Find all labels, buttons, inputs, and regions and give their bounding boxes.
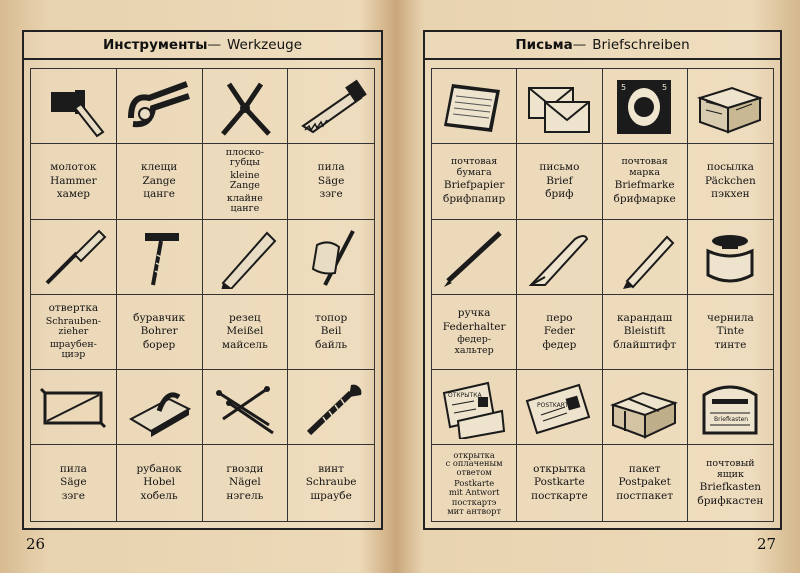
- vocab-text: [288, 144, 374, 219]
- vocab-text: [31, 295, 116, 370]
- transliteration: брифкастен: [697, 494, 764, 507]
- left-vocab-grid: [30, 68, 375, 522]
- parcel-icon: [694, 74, 766, 138]
- vocab-cell: [603, 370, 688, 521]
- illustration: [203, 220, 288, 295]
- vocab-cell: [517, 220, 602, 371]
- german-word: Hammer: [50, 174, 97, 187]
- postcard-icon: [523, 375, 595, 439]
- russian-word: карандаш: [616, 311, 673, 324]
- vocab-text: [603, 295, 687, 370]
- title-separator: —: [572, 37, 587, 53]
- transliteration: майсель: [221, 338, 268, 351]
- vocab-text: [517, 144, 601, 219]
- russian-word: перо: [546, 311, 573, 324]
- transliteration: шраубе: [310, 489, 352, 502]
- illustration: [203, 69, 288, 144]
- illustration: [517, 220, 601, 295]
- chisel-icon: [209, 225, 281, 289]
- vocab-cell: [31, 220, 117, 371]
- vocab-text: [432, 295, 516, 370]
- german-word: Päckchen: [705, 174, 756, 187]
- title-german: Werkzeuge: [226, 37, 303, 53]
- illustration: [432, 69, 516, 144]
- german-word: Postkarte: [534, 476, 585, 489]
- left-page: [22, 30, 383, 530]
- transliteration: брифмарке: [613, 192, 676, 205]
- package-icon: [609, 375, 681, 439]
- vocab-text: [688, 445, 773, 521]
- vocab-text: [31, 445, 116, 521]
- russian-word: отвертка: [48, 302, 99, 315]
- nails-icon: [209, 375, 281, 439]
- left-page-number: 26: [26, 535, 46, 553]
- german-word: Briefkasten: [699, 481, 762, 494]
- writing-paper-icon: [438, 74, 510, 138]
- nib-icon: [523, 225, 595, 289]
- russian-word: открытка: [533, 462, 586, 475]
- transliteration: зэге: [319, 188, 343, 201]
- russian-word: почтовый ящик: [706, 458, 755, 480]
- german-word: Briefmarke: [614, 179, 675, 192]
- vocab-cell: [432, 220, 517, 371]
- vocab-text: [688, 144, 773, 219]
- illustration: [432, 370, 516, 445]
- illustration: [288, 220, 374, 295]
- envelope-icon: [523, 74, 595, 138]
- vocab-text: [688, 295, 773, 370]
- transliteration: блайштифт: [613, 338, 677, 351]
- russian-word: пила: [59, 462, 87, 475]
- saw-icon: [295, 74, 367, 138]
- german-word: Schraube: [305, 476, 357, 489]
- russian-word: ручка: [457, 307, 491, 319]
- vocab-cell: [517, 69, 602, 220]
- illustration: [288, 69, 374, 144]
- transliteration: посткартэ мит антворт: [447, 497, 502, 516]
- frame-saw-icon: [37, 375, 109, 439]
- russian-word: чернила: [706, 311, 754, 324]
- german-word: Nägel: [229, 476, 261, 489]
- vocab-text: [203, 295, 288, 370]
- vocab-cell: [603, 69, 688, 220]
- transliteration: шраубен- циэр: [49, 338, 97, 361]
- vocab-cell: [31, 69, 117, 220]
- right-vocab-grid: [431, 68, 774, 522]
- screwdriver-icon: [37, 225, 109, 289]
- vocab-cell: [31, 370, 117, 521]
- vocab-cell: [432, 69, 517, 220]
- transliteration: постпакет: [616, 489, 674, 502]
- card-label: ОТКРЫТКА: [448, 392, 482, 400]
- reply-postcard-icon: [438, 375, 510, 439]
- vocab-text: [203, 445, 288, 521]
- vocab-text: [117, 295, 202, 370]
- transliteration: байль: [315, 338, 348, 351]
- german-word: Säge: [60, 476, 87, 489]
- russian-word: письмо: [539, 161, 580, 173]
- right-page: [423, 30, 782, 530]
- svg-text:5: 5: [620, 83, 626, 92]
- transliteration: федер- хальтер: [454, 334, 494, 356]
- vocab-text: [517, 295, 601, 370]
- illustration: [517, 370, 601, 445]
- pliers-icon: [209, 74, 281, 138]
- vocab-cell: [688, 69, 773, 220]
- russian-word: гвозди: [226, 462, 264, 475]
- svg-text:5: 5: [661, 83, 667, 92]
- russian-word: рубанок: [136, 462, 182, 475]
- stamp-icon: [609, 74, 681, 138]
- german-word: Beil: [320, 325, 342, 338]
- russian-word: посылка: [706, 161, 754, 173]
- russian-word: пила: [317, 161, 345, 173]
- card-label: POSTKARTE: [537, 402, 573, 410]
- illustration: [603, 69, 687, 144]
- vocab-text: [31, 144, 116, 219]
- russian-word: почтовая бумага: [450, 156, 498, 178]
- vocab-cell: [203, 220, 289, 371]
- german-word: Postpaket: [618, 476, 671, 489]
- german-word: Tinte: [716, 325, 745, 338]
- vocab-cell: [203, 370, 289, 521]
- german-word: Säge: [317, 174, 345, 187]
- transliteration: хамер: [56, 188, 91, 201]
- vocab-text: [288, 295, 374, 370]
- screw-icon: [295, 375, 367, 439]
- german-word: Bohrer: [140, 325, 178, 338]
- russian-word: плоско- губцы: [225, 147, 265, 169]
- vocab-cell: [688, 220, 773, 371]
- german-word: Briefpapier: [443, 179, 505, 192]
- illustration: [603, 370, 687, 445]
- german-word: Brief: [546, 174, 573, 187]
- gimlet-icon: [123, 225, 195, 289]
- title-russian: Письма: [515, 37, 573, 53]
- german-word: Bleistift: [623, 325, 666, 338]
- pencil-icon: [609, 225, 681, 289]
- transliteration: клайне цанге: [226, 192, 263, 215]
- title-separator: —: [207, 37, 221, 53]
- german-word: Hobel: [143, 476, 176, 489]
- russian-word: молоток: [50, 161, 97, 173]
- illustration: [117, 370, 202, 445]
- vocab-text: [203, 144, 288, 219]
- illustration: [31, 69, 116, 144]
- russian-word: клещи: [141, 161, 178, 173]
- axe-icon: [295, 225, 367, 289]
- illustration: [432, 220, 516, 295]
- russian-word: винт: [318, 462, 344, 475]
- mailbox-icon: [694, 375, 766, 439]
- vocab-text: [432, 144, 516, 219]
- transliteration: бриф: [545, 188, 574, 201]
- german-word: Meißel: [226, 325, 264, 338]
- german-word: Schrauben- zieher: [45, 315, 102, 338]
- russian-word: пакет: [628, 462, 661, 475]
- illustration: [517, 69, 601, 144]
- transliteration: зэге: [61, 489, 86, 502]
- illustration: [31, 220, 116, 295]
- title-russian: Инструменты: [102, 37, 208, 53]
- right-page-number: 27: [757, 535, 777, 553]
- illustration: [603, 220, 687, 295]
- hammer-icon: [37, 74, 109, 138]
- vocab-text: [432, 445, 516, 521]
- german-word: kleine Zange: [229, 169, 260, 192]
- vocab-cell: [517, 370, 602, 521]
- transliteration: тинте: [714, 338, 747, 351]
- russian-word: открытка с оплаченым ответом: [445, 449, 503, 478]
- german-word: Feder: [543, 325, 575, 338]
- russian-word: топор: [315, 311, 348, 324]
- pen-holder-icon: [438, 225, 510, 289]
- russian-word: резец: [229, 311, 261, 324]
- illustration: [203, 370, 288, 445]
- pincers-icon: [123, 74, 195, 138]
- transliteration: брифпапир: [443, 192, 506, 205]
- illustration: [31, 370, 116, 445]
- vocab-cell: [288, 370, 374, 521]
- vocab-cell: [117, 69, 203, 220]
- vocab-cell: [117, 370, 203, 521]
- mailbox-label: Briefkasten: [714, 416, 749, 424]
- german-word: Federhalter: [442, 320, 506, 333]
- inkwell-icon: [694, 225, 766, 289]
- vocab-cell: [117, 220, 203, 371]
- vocab-cell: [288, 69, 374, 220]
- transliteration: посткарте: [531, 489, 588, 502]
- plane-icon: [123, 375, 195, 439]
- transliteration: борер: [142, 338, 176, 351]
- transliteration: пэкхен: [711, 188, 750, 201]
- vocab-text: [117, 144, 202, 219]
- illustration: [117, 69, 202, 144]
- german-word: Zange: [142, 174, 176, 187]
- illustration: [288, 370, 374, 445]
- vocab-cell: [288, 220, 374, 371]
- vocab-cell: [688, 370, 773, 521]
- illustration: [688, 370, 773, 445]
- vocab-text: [288, 445, 374, 521]
- vocab-cell: [432, 370, 517, 521]
- german-word: Postkarte mit Antwort: [448, 477, 500, 497]
- transliteration: нэгель: [226, 489, 264, 502]
- vocab-text: [117, 445, 202, 521]
- left-page-title: [24, 32, 381, 60]
- vocab-cell: [203, 69, 289, 220]
- vocab-cell: [603, 220, 688, 371]
- right-page-title: [425, 32, 780, 60]
- transliteration: хобель: [140, 489, 178, 502]
- russian-word: почтовая марка: [621, 156, 668, 178]
- illustration: [688, 220, 773, 295]
- vocab-text: [603, 445, 687, 521]
- transliteration: цанге: [143, 188, 175, 201]
- transliteration: федер: [542, 338, 577, 351]
- illustration: [688, 69, 773, 144]
- vocab-text: [517, 445, 601, 521]
- title-german: Briefschreiben: [592, 37, 690, 53]
- illustration: [117, 220, 202, 295]
- russian-word: буравчик: [133, 311, 186, 324]
- vocab-text: [603, 144, 687, 219]
